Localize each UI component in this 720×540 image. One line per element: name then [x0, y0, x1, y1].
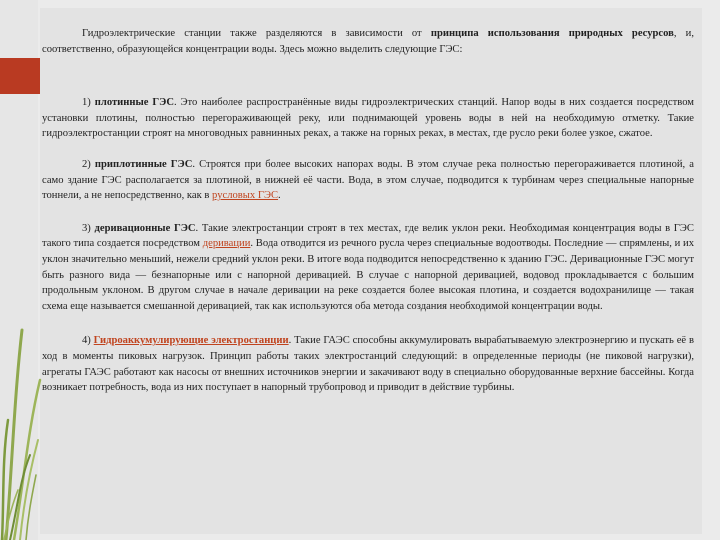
item-term: плотинные ГЭС	[94, 97, 174, 109]
run-of-river-link[interactable]: русловых ГЭС	[212, 190, 279, 202]
list-item	[42, 221, 694, 315]
item-text-end: . Вода отводится из речного русла через специальные водоотводы. Последние — спрямлены, и их уклон значительно меньший, нежели средний уклон реки. В итоге вода подводится непосредственно к зданию ГЭС. Деривационные ГЭС могут быть разного вида — безнапорные или с напорной деривацией. В случае с напорной деривацией, водовод прокладывается с большим продольным уклоном. В другом случае в начале деривации на реке создается более высокая плотина, и создается водохранилище — такая схема еще называется смешанной деривацией, так как используются оба метода создания необходимой концентрации воды.	[42, 238, 694, 312]
document-body	[42, 26, 694, 396]
item-text: . Такие электростанции строят в тех местах, где велик уклон реки. Необходимая концентрация воды в ГЭС такого типа создается посредством	[42, 222, 694, 250]
item-term: приплотинные ГЭС	[94, 158, 193, 170]
item-number: 1)	[82, 97, 95, 109]
list-item	[42, 333, 694, 395]
list-item	[42, 157, 694, 204]
intro-paragraph	[42, 26, 694, 57]
item-text: . Это наиболее распространённые виды гидроэлектрических станций. Напор воды в них создается посредством установки плотины, полностью перегораживающей реку, или поднимающей уровень воды в ней на необходимую отметку. Такие гидроэлектростанции строят на многоводных равнинных реках, а также на горных реках, в местах, где русло реки более узкое, сжатое.	[42, 97, 694, 140]
derivation-link[interactable]: деривации	[202, 238, 251, 250]
item-text: . Такие ГАЭС способны аккумулировать вырабатываемую электроэнергию и пускать её в ход в моменты пиковых нагрузок. Принцип работы таких электростанций следующий: в определенные периоды (не пиковой нагрузки), агрегаты ГАЭС работают как насосы от внешних источников энергии и закачивают воду в специально оборудованные верхние бассейны. Когда возникает потребность, вода из них поступает в напорный трубопровод и приводит в действие турбины.	[42, 335, 694, 394]
item-text: . Строятся при более высоких напорах воды. В этом случае река полностью перегораживается плотиной, а само здание ГЭС располагается за плотиной, в нижней её части. Вода, в этом случае, подводится к турбинам через специальные напорные тоннели, а не непосредственно, как в	[42, 158, 694, 202]
intro-text-end: , и, соответственно, образующейся концентрации воды. Здесь можно выделить следующие ГЭС:	[42, 28, 694, 55]
intro-bold: принципа использования природных ресурсов	[430, 28, 674, 39]
item-number: 4)	[82, 335, 94, 347]
list-item	[42, 95, 694, 142]
item-number: 3)	[82, 222, 95, 234]
item-term: деривационные ГЭС	[94, 222, 196, 234]
item-number: 2)	[82, 158, 95, 170]
intro-text: Гидроэлектрические станции также разделяются в зависимости от	[82, 28, 431, 39]
pumped-storage-link[interactable]: Гидроаккумулирующие электростанции	[93, 335, 289, 347]
item-text-end: .	[278, 190, 281, 202]
